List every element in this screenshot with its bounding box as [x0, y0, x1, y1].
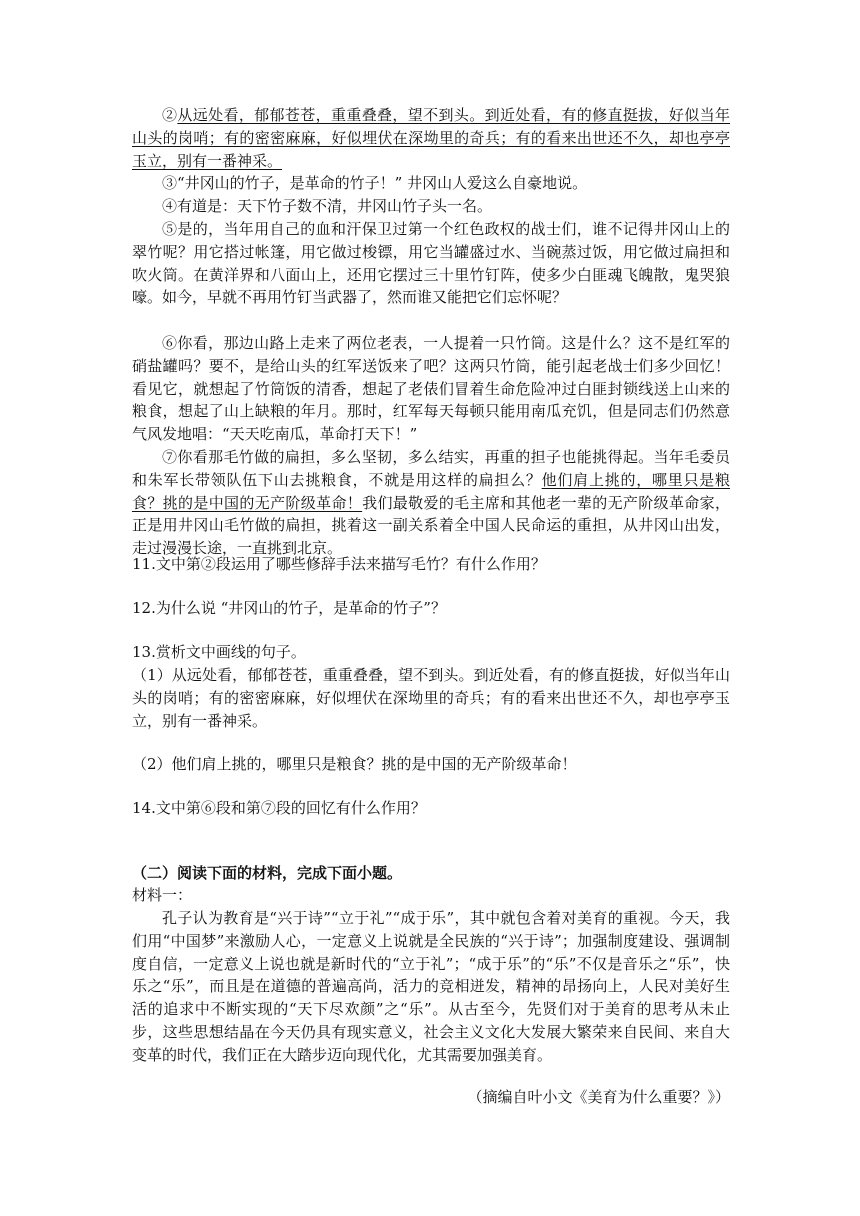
paragraph-6: ⑥你看，那边山路上走来了两位老表，一人提着一只竹筒。这是什么？这不是红军的硝盐罐吗？要不，是给山头的红军送饭来了吧？这两只竹筒，能引起老战士们多少回忆！看见它，就想起了竹筒饭的清香，想起了老俵们冒着生命危险冲过白匪封锁线送上山来的粮食，想起了山上缺粮的年月。那时，红军每天每顿只能用南瓜充饥，但是同志们仍然意气风发地唱：“天天吃南瓜，革命打天下！” [132, 334, 730, 444]
paragraph-2 [132, 104, 730, 172]
material-one-text: 孔子认为教育是“兴于诗”“立于礼”“成于乐”，其中就包含着对美育的重视。今天，我们用“中国梦”来激励人心，一定意义上说就是全民族的“兴于诗”；加强制度建设、强调制度自信，一定意义上说也就是新时代的“立于礼”；“成于乐”的“乐”不仅是音乐之“乐”，快乐之“乐”，而且是在道德的普遍高尚，活力的竞相迸发，精神的昂扬向上，人民对美好生活的追求中不断实现的“天下尽欢颜”之“乐”。从古至今，先贤们对于美育的思考从未止步，这些思想结晶在今天仍具有现实意义，社会主义文化大发展大繁荣来自民间、来自大变革的时代，我们正在大踏步迈向现代化，尤其需要加强美育。 [132, 909, 730, 1064]
paragraph-4: ④有道是：天下竹子数不清，井冈山竹子头一名。 [162, 197, 493, 215]
paragraph-marker: ② [162, 106, 178, 124]
underlined-sentence: 从远处看，郁郁苍苍，重重叠叠，望不到头。到近处看，有的修直挺拔，好似当年山头的岗哨；有的密密麻麻，好似埋伏在深坳里的奇兵；有的看来出世还不久，却也亭亭玉立，别有一番神采。 [132, 106, 730, 170]
paragraph-7-text-after: 我们最敬爱的毛主席和其他老一辈的无产阶级革命家，正是用井冈山毛竹做的扁担，挑着这一副关系着全中国人民命运的重担，从井冈山出发，走过漫漫长途，一直挑到北京。 [132, 493, 730, 558]
section-heading: （二）阅读下面的材料，完成下面小题。 [132, 864, 403, 882]
question-13-part-1: （1）从远处看，郁郁苍苍，重重叠叠，望不到头。到近处看，有的修直挺拔，好似当年山头的岗哨；有的密密麻麻，好似埋伏在深坳里的奇兵；有的看来出世还不久，却也亭亭玉立，别有一番神采。 [132, 666, 730, 730]
question-12: 12.为什么说 “井冈山的竹子，是革命的竹子”？ [132, 599, 446, 617]
question-13: 13.赏析文中画线的句子。 [132, 643, 306, 661]
question-13-part-2: （2）他们肩上挑的，哪里只是粮食？挑的是中国的无产阶级革命！ [132, 755, 577, 773]
material-label: 材料一： [132, 886, 193, 904]
paragraph-5: ⑤是的，当年用自己的血和汗保卫过第一个红色政权的战士们，谁不记得井冈山上的翠竹呢？用它搭过帐篷，用它做过梭镖，用它当罐盛过水、当碗蒸过饭，用它做过扁担和吹火筒。在黄洋界和八面山上，还用它摆过三十里竹钉阵，使多少白匪魂飞魄散，鬼哭狼嚎。如今，早就不再用竹钉当武器了，然而谁又能把它们忘怀呢？ [132, 220, 730, 307]
question-14: 14.文中第⑥段和第⑦段的回忆有什么作用？ [132, 799, 426, 817]
underlined-sentence: 他们肩上挑的，哪里只是粮食？挑的是中国的无产阶级革命！ [132, 470, 730, 512]
question-11: 11.文中第②段运用了哪些修辞手法来描写毛竹？有什么作用？ [132, 555, 546, 573]
paragraph-7-text-before: ⑦你看那毛竹做的扁担，多么坚韧，多么结实，再重的担子也能挑得起。当年毛委员和朱军长带领队伍下山去挑粮食，不就是用这样的扁担么？ [132, 448, 730, 489]
source-citation: （摘编自叶小文《美育为什么重要？》） [467, 1088, 730, 1106]
paragraph-7 [132, 446, 730, 560]
paragraph-3: ③“井冈山的竹子，是革命的竹子！” 井冈山人爱这么自豪地说。 [162, 174, 588, 192]
